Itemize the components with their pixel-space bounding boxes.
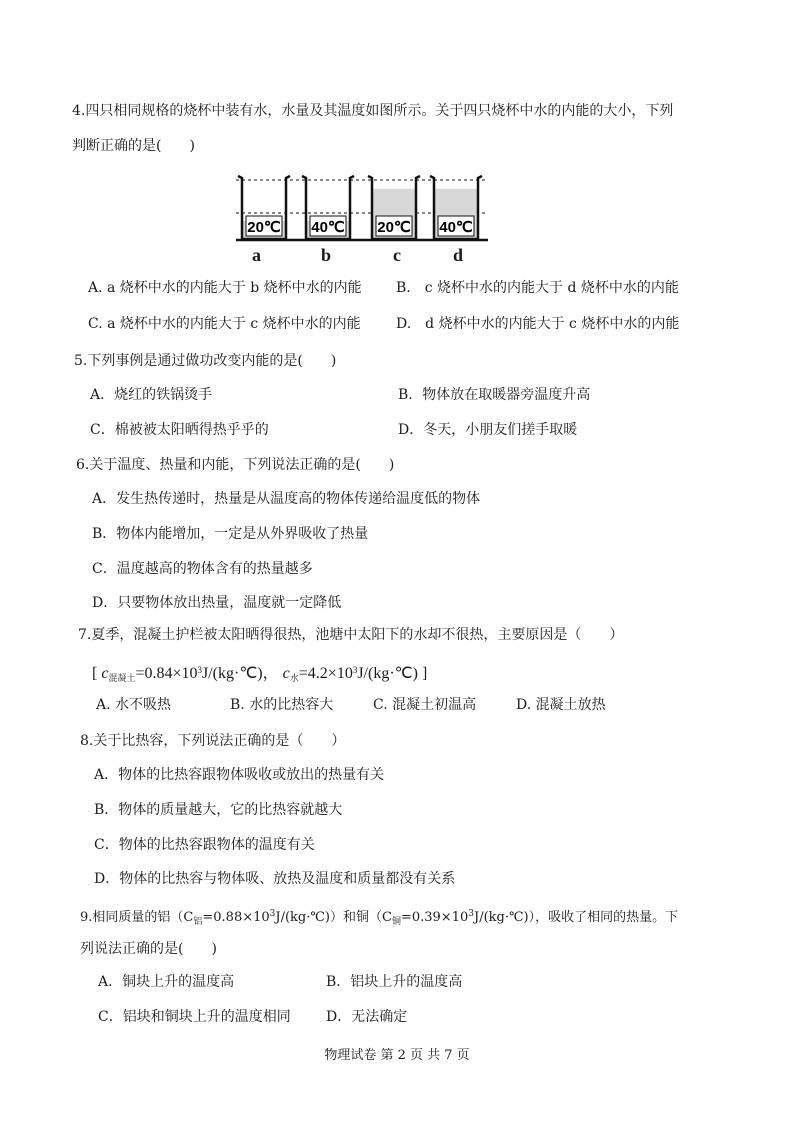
q9-al-unit: J/(kg·℃)	[275, 910, 330, 925]
q6-stem: 6.关于温度、热量和内能，下列说法正确的是( )	[76, 457, 395, 473]
beaker-label-b: b	[321, 245, 332, 265]
q7-specific-heat-formula: [ $c_{混凝土}=0.84\times 10^3J/(kg\cdot℃)$， $c_水=4.2\times 10^3J/(kg\cdot℃)$ ]	[92, 665, 428, 683]
q7-c2-value: =4.2×10	[298, 665, 353, 682]
q4-option-d: D. d 烧杯中水的内能大于 c 烧杯中水的内能	[396, 316, 680, 332]
q9-cu-subscript: 铜	[391, 917, 401, 927]
q5-stem: 5.下列事例是通过做功改变内能的是( )	[74, 353, 337, 369]
q7-c2-exponent: 3	[352, 665, 358, 675]
q8-option-a: A．物体的比热容跟物体吸收或放出的热量有关	[94, 767, 385, 783]
beaker-b	[302, 176, 354, 239]
q9-al-subscript: 铝	[193, 917, 203, 927]
q8-stem: 8.关于比热容，下列说法正确的是（ ）	[80, 733, 346, 749]
q7-c2-unit: J/(kg·℃)	[357, 665, 418, 682]
q7-option-c: C. 混凝土初温高	[373, 697, 477, 713]
beaker-temp-d: 40℃	[439, 219, 473, 236]
q4-stem-line2: 判断正确的是( )	[72, 138, 195, 154]
beaker-d	[430, 176, 482, 239]
q9-option-a: A．铜块上升的温度高	[98, 974, 235, 990]
q8-option-d: D．物体的比热容与物体吸、放热及温度和质量都没有关系	[94, 871, 456, 887]
q9-cu-value: =0.39×10	[400, 910, 469, 925]
q7-c1-unit: J/(kg·℃)	[202, 665, 263, 682]
q9-cu-exponent: 3	[468, 909, 474, 919]
q9-stem-line1	[80, 905, 678, 931]
q9-stem-part1: 9.相同质量的铝（C	[80, 910, 194, 925]
q8-option-c: C．物体的比热容跟物体的温度有关	[94, 837, 315, 853]
q7-c2-subscript: 水	[289, 673, 299, 683]
q7-c1-value: =0.84×10	[135, 665, 198, 682]
q7-option-d: D. 混凝土放热	[516, 697, 606, 713]
q4-option-c: C. a 烧杯中水的内能大于 c 烧杯中水的内能	[88, 316, 361, 332]
page-footer: 物理试卷 第 2 页 共 7 页	[324, 1048, 470, 1063]
beaker-label-c: c	[393, 245, 401, 265]
q9-option-d: D．无法确定	[326, 1009, 408, 1025]
beaker-temp-a: 20℃	[247, 219, 281, 236]
q6-option-a: A．发生热传递时，热量是从温度高的物体传递给温度低的物体	[92, 491, 481, 507]
q6-option-c: C．温度越高的物体含有的热量越多	[92, 561, 313, 577]
beaker-label-a: a	[252, 245, 261, 265]
q9-option-b: B．铝块上升的温度高	[326, 974, 463, 990]
q4-option-a: A. a 烧杯中水的内能大于 b 烧杯中水的内能	[88, 280, 362, 296]
q6-option-d: D．只要物体放出热量，温度就一定降低	[92, 595, 342, 611]
beaker-a	[238, 176, 290, 239]
q5-option-c: C．棉被被太阳晒得热乎乎的	[90, 422, 269, 438]
q9-stem-line2: 列说法正确的是( )	[80, 941, 217, 957]
q7-option-a: A. 水不吸热	[96, 697, 172, 713]
q5-option-a: A．烧红的铁锅烫手	[90, 387, 213, 403]
q7-stem: 7.夏季，混凝土护栏被太阳晒得很热，池塘中太阳下的水却不很热，主要原因是（ ）	[78, 627, 624, 643]
q5-option-d: D．冬天，小朋友们搓手取暖	[398, 422, 578, 438]
q4-stem-line1: 4.四只相同规格的烧杯中装有水，水量及其温度如图所示。关于四只烧杯中水的内能的大小，下列	[72, 103, 674, 119]
q7-c1-exponent: 3	[197, 665, 202, 675]
beaker-c	[368, 176, 420, 239]
beaker-label-d: d	[453, 245, 464, 265]
q4-option-b: B. c 烧杯中水的内能大于 d 烧杯中水的内能	[396, 280, 679, 296]
beaker-temp-b: 40℃	[311, 219, 345, 236]
q6-option-b: B．物体内能增加，一定是从外界吸收了热量	[92, 526, 369, 542]
q8-option-b: B．物体的质量越大，它的比热容就越大	[94, 802, 343, 818]
q9-cu-unit: J/(kg·℃)	[473, 910, 529, 925]
q9-stem-part3: ），吸收了相同的热量。下	[528, 910, 679, 925]
beaker-figure	[232, 168, 492, 248]
beaker-temp-c: 20℃	[377, 219, 411, 236]
q5-option-b: B．物体放在取暖器旁温度升高	[398, 387, 591, 403]
q7-c1-subscript: 混凝土	[108, 673, 136, 683]
q9-stem-part2: ）和铜（C	[330, 910, 392, 925]
q9-al-exponent: 3	[269, 909, 276, 919]
q9-option-c: C．铝块和铜块上升的温度相同	[98, 1009, 291, 1025]
q7-option-b: B. 水的比热容大	[230, 697, 334, 713]
q9-al-value: =0.88×10	[202, 910, 270, 925]
